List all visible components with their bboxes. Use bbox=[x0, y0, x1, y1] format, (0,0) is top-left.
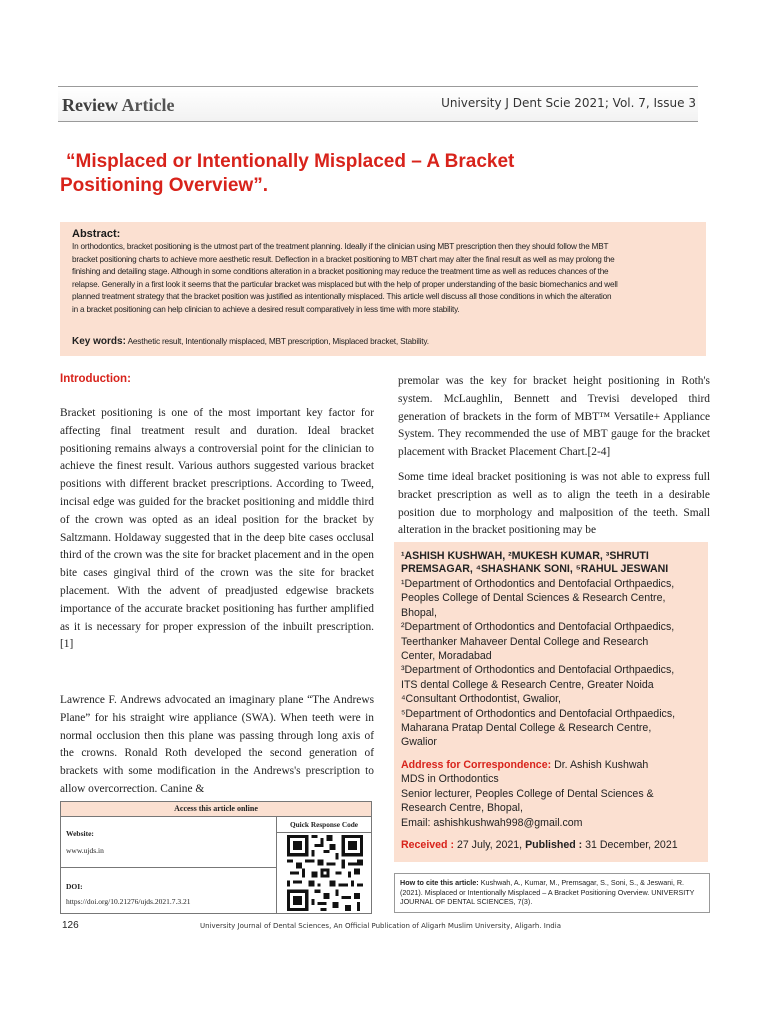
affiliation-line: ²Department of Orthodontics and Dentofacial Orthpaedics, bbox=[401, 621, 675, 634]
doi-link[interactable]: https://doi.org/10.21276/ujds.2021.7.3.21 bbox=[66, 897, 191, 906]
doi-label: DOI: bbox=[66, 882, 83, 891]
keywords bbox=[72, 336, 696, 347]
author-list bbox=[401, 550, 701, 576]
intro-paragraph-3: premolar was the key for bracket height positioning in Roth's system. McLaughlin, Bennett and Trevisi developed third generation of brackets in the form of MBT™ Versatile+ Appliance System. They recommended the use of MBT gauge for the bracket placement with Bracket Placement Chart.[2-4] bbox=[398, 375, 710, 459]
abstract-line: planned treatment strategy that the bracket position was justified as intentionally misplaced. This article well discuss all those conditions in which the alteration bbox=[72, 292, 612, 302]
access-heading: Access this article online bbox=[61, 802, 371, 817]
article-title bbox=[60, 150, 680, 198]
intro-paragraph-4: Some time ideal bracket positioning is was not able to express full bracket prescription as well as to align the teeth in a desirable position due to morphology and malposition of the teeth. Small alteration in the bracket positioning may be bbox=[398, 471, 710, 537]
article-word: Article bbox=[121, 95, 175, 115]
page-footer bbox=[60, 920, 710, 934]
affiliation-line: Bhopal, bbox=[401, 606, 437, 619]
affiliation-box bbox=[394, 542, 708, 862]
published-date: 31 December, 2021 bbox=[585, 838, 678, 851]
affiliation-line: ³Department of Orthodontics and Dentofacial Orthpaedics, bbox=[401, 664, 675, 677]
affiliation-line: ITS dental College & Research Centre, Greater Noida bbox=[401, 678, 654, 691]
article-type-band bbox=[58, 86, 698, 122]
citation-box bbox=[394, 873, 710, 913]
affiliation-line: ⁴Consultant Orthodontist, Gwalior, bbox=[401, 693, 562, 706]
abstract-line: finishing and detailing stage. Although in some conditions alteration in a bracket positioning may reduce the treatment time as well as reduces chances of the bbox=[72, 267, 609, 277]
correspondence-name: Dr. Ashish Kushwah bbox=[554, 758, 649, 771]
website-label: Website: bbox=[66, 829, 94, 838]
dates bbox=[401, 838, 701, 852]
abstract-heading: Abstract: bbox=[72, 228, 121, 240]
title-line-1: “Misplaced or Intentionally Misplaced – A Bracket bbox=[66, 151, 515, 172]
keywords-text: Aesthetic result, Intentionally misplaced, MBT prescription, Misplaced bracket, Stability. bbox=[127, 336, 429, 346]
affiliation-line: Peoples College of Dental Sciences & Research Centre, bbox=[401, 592, 666, 605]
abstract-line: in a bracket positioning can help clinician to achieve a desired result comparatively in less time with more stability. bbox=[72, 304, 460, 314]
introduction-heading: Introduction: bbox=[60, 373, 131, 385]
page-number: 126 bbox=[62, 920, 79, 931]
abstract-line: In orthodontics, bracket positioning is the utmost part of the treatment planning. Ideally if the clinician using MBT prescription then they should follow the MBT bbox=[72, 242, 609, 251]
journal-reference: University J Dent Scie 2021; Vol. 7, Issue 3 bbox=[441, 96, 696, 110]
qr-label: Quick Response Code bbox=[277, 818, 371, 833]
intro-paragraph-2: Lawrence F. Andrews advocated an imaginary plane “The Andrews Plane” for his straight wire appliance (SWA). When teeth were in normal occlusion then this plane was passing through long axis of the crowns. Ronald Roth developed the second generation of brackets with some modification in the Andrews's prescription to allow overcorrection. Canine & bbox=[60, 694, 374, 795]
correspondence-line: MDS in Orthodontics bbox=[401, 773, 499, 786]
correspondence-label: Address for Correspondence: bbox=[401, 758, 552, 771]
website-row bbox=[61, 817, 276, 868]
affiliation-list bbox=[401, 577, 701, 750]
review-word: Review bbox=[62, 95, 118, 115]
correspondence-line: Senior lecturer, Peoples College of Dental Sciences & bbox=[401, 787, 654, 800]
abstract-line: relapse. Generally in a first look it seems that the particular bracket was misplaced but with the help of proper understanding of the basic biomechanics and well bbox=[72, 279, 618, 289]
correspondence bbox=[401, 758, 701, 830]
authors-line-1: ¹ASHISH KUSHWAH, ²MUKESH KUMAR, ³SHRUTI bbox=[401, 550, 649, 562]
correspondence-email: Email: ashishkushwah998@gmail.com bbox=[401, 816, 583, 829]
article-type bbox=[62, 95, 174, 116]
citation-label: How to cite this article: bbox=[400, 878, 479, 887]
abstract-line: bracket positioning charts to achieve more aesthetic result. Deflection in a bracket positioning to MBT chart may alter the final result as well as may prolong the bbox=[72, 254, 615, 264]
access-info bbox=[61, 817, 277, 913]
title-line-2: Positioning Overview”. bbox=[60, 175, 268, 196]
published-label: Published : bbox=[525, 838, 583, 851]
citation-text: Kushwah, A., Kumar, M., Premsagar, S., Soni, S., & Jeswani, R. (2021). Misplaced or Intentionally Misplaced – A Bracket Positioning Overview. UNIVERSITY JOURNAL OF DENTAL SCIENCES, 7(3). bbox=[400, 878, 695, 907]
qr-code-icon[interactable] bbox=[287, 835, 363, 911]
affiliation-line: Maharana Pratap Dental College & Research Centre, bbox=[401, 722, 652, 735]
correspondence-line: Research Centre, Bhopal, bbox=[401, 802, 523, 815]
affiliation-line: Teerthanker Mahaveer Dental College and Research bbox=[401, 635, 649, 648]
authors-line-2: PREMSAGAR, ⁴SHASHANK SONI, ⁵RAHUL JESWANI bbox=[401, 563, 669, 575]
received-date: 27 July, 2021, bbox=[456, 838, 523, 851]
received-label: Received : bbox=[401, 838, 454, 851]
affiliation-line: ⁵Department of Orthodontics and Dentofacial Orthpaedics, bbox=[401, 707, 676, 720]
affiliation-line: ¹Department of Orthodontics and Dentofacial Orthpaedics, bbox=[401, 578, 675, 590]
intro-paragraph-1: Bracket positioning is one of the most important key factor for affecting final treatment result and duration. Ideal bracket positioning remains always a controversial point for the clinician to achieve the finest result. Various authors suggested various bracket positions with different bracket prescriptions. According to Tweed, incisal edge was guided for the bracket positioning and middle third of the crown was opted as an ideal position for the bracket by Saltzmann. Holdaway suggested that in the deep bite cases occlusal third of the crown was the site for bracket placement and in the open bite cases gingival third of the crown was the site for bracket placement. With the advent of preadjusted edgewise brackets importance of the accurate bracket positioning has further amplified as it is necessary for proper expression of the inbuilt prescription. [1] bbox=[60, 407, 374, 651]
abstract-text bbox=[72, 241, 696, 317]
abstract-box bbox=[60, 222, 706, 356]
affiliation-line: Gwalior bbox=[401, 736, 437, 749]
keywords-label: Key words: bbox=[72, 336, 126, 347]
footer-text: University Journal of Dental Sciences, An Official Publication of Aligarh Muslim University, Aligarh. India bbox=[200, 922, 561, 930]
access-online-box bbox=[60, 801, 372, 914]
website-link[interactable]: www.ujds.in bbox=[66, 846, 104, 855]
affiliation-line: Center, Moradabad bbox=[401, 650, 492, 663]
